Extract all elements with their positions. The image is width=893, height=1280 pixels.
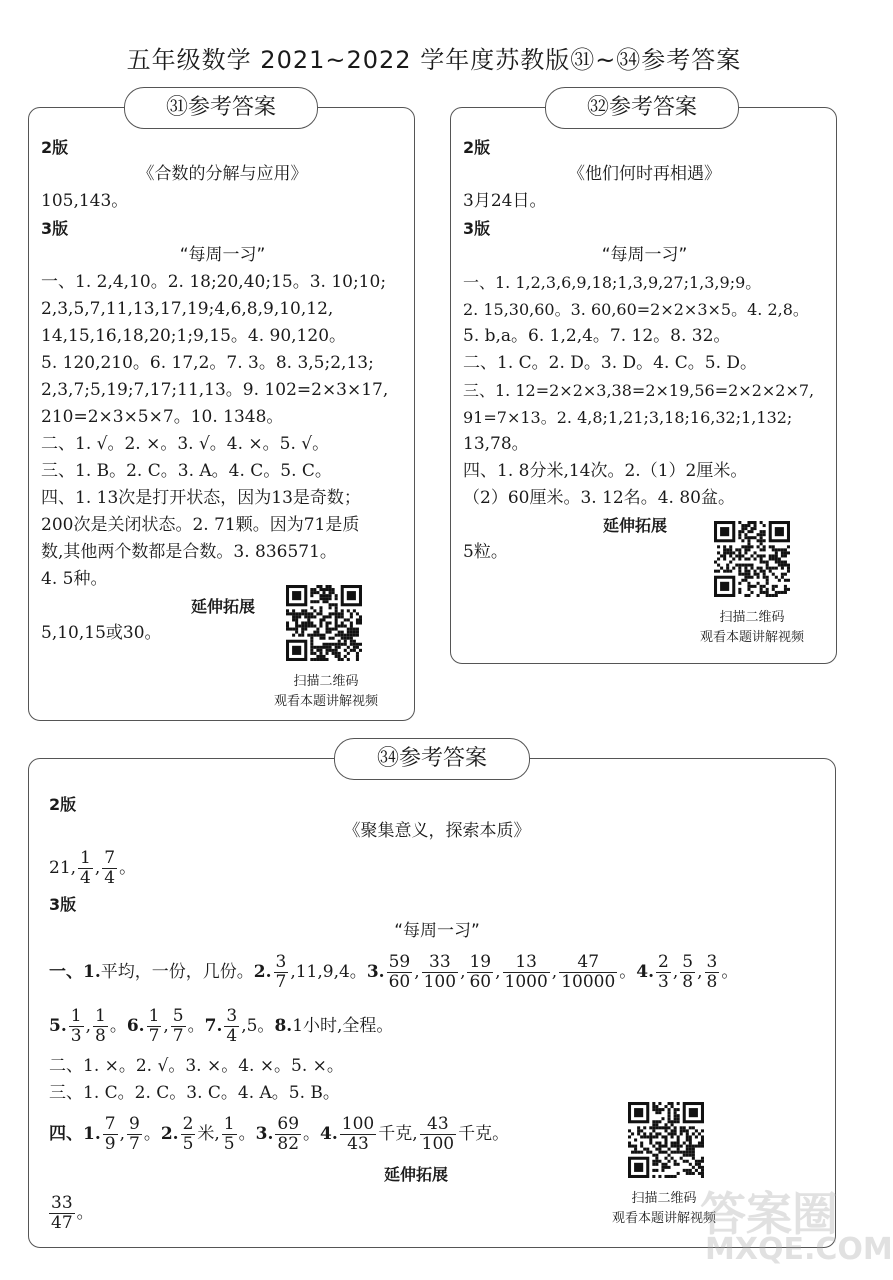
edition-label: 3版: [463, 219, 491, 238]
fraction: $\frac{69}{82}$: [277, 1114, 300, 1154]
panel-31-tab: ㉛参考答案: [124, 87, 318, 129]
answer-line: 一、1. 1,2,3,6,9,18;1,3,9,27;1,3,9;9。: [463, 273, 762, 292]
answer-line: 二、1. ×。2. √。3. ×。4. ×。5. ×。: [49, 1056, 344, 1076]
extension-answer: 5,10,15或30。: [41, 623, 162, 643]
fraction: $\frac{7}{9}$: [104, 1114, 116, 1154]
fraction: $\frac{7}{4}$: [104, 848, 116, 888]
edition-label: 2版: [463, 138, 491, 157]
answer-line: 2,3,5,7,11,13,17,19;4,6,8,9,10,12,: [41, 299, 334, 319]
fraction: $\frac{33}{47}$: [51, 1193, 73, 1233]
fraction: $\frac{1}{4}$: [80, 848, 91, 888]
answer-line: 210=2×3×5×7。10. 1348。: [41, 407, 284, 427]
answer-line: 一、1.平均，一份，几份。2. $\frac{3}{7}$ ,11,9,4。3. $\frac{59}{60}$ , $\frac{33}{100}$ , $\frac{19}{60}$ , $\frac{13}{1000}$ , $\frac{47}{10000}$ 。4. $\frac{2}{3}$ , $\frac{5}{8}$ , $\frac{3}{8}$ 。: [49, 952, 739, 992]
qr-caption-1: 扫描二维码: [631, 1191, 697, 1206]
extension-title: 延伸拓展: [384, 1165, 449, 1184]
extension-title: 延伸拓展: [603, 516, 668, 535]
qr-caption-2: 观看本题讲解视频: [699, 630, 804, 645]
panel-31: [28, 107, 415, 721]
answer-line: 三、1. C。2. C。3. C。4. A。5. B。: [49, 1083, 340, 1103]
edition-label: 3版: [49, 895, 77, 914]
fraction: $\frac{43}{100}$: [421, 1114, 455, 1154]
answer-line: 13,78。: [463, 434, 529, 454]
edition-label: 2版: [41, 138, 69, 157]
section-title: “每周一习”: [179, 245, 266, 265]
answer-line: 二、1. C。2. D。3. D。4. C。5. D。: [463, 353, 758, 373]
page-title: 五年级数学 2021~2022 学年度苏教版㉛~㉞参考答案: [126, 46, 742, 74]
extension-title: 延伸拓展: [191, 597, 256, 616]
answer-line: 四、1. 8分米,14次。2.（1）2厘米。: [463, 461, 748, 481]
fraction: $\frac{100}{43}$: [341, 1114, 375, 1154]
section-title: 《合数的分解与应用》: [137, 164, 308, 184]
watermark-logo: 答案圈: [700, 1187, 838, 1241]
fraction: $\frac{59}{60}$: [388, 952, 411, 992]
panel-32-tab: ㉜参考答案: [545, 87, 739, 129]
fraction: $\frac{3}{4}$: [226, 1006, 238, 1046]
answer-line: 2. 15,30,60。3. 60,60=2×2×3×5。4. 2,8。: [463, 300, 809, 319]
answer-line: 二、1. √。2. ×。3. √。4. ×。5. √。: [41, 434, 330, 454]
fraction: $\frac{1}{3}$: [70, 1006, 82, 1046]
answer-line: （2）60厘米。3. 12名。4. 80盆。: [463, 488, 735, 508]
qr-caption-1: 扫描二维码: [719, 610, 785, 625]
section-title: “每周一习”: [394, 921, 480, 941]
fraction: $\frac{2}{5}$: [182, 1114, 194, 1154]
fraction: $\frac{2}{3}$: [658, 952, 669, 992]
edition-label: 2版: [49, 795, 77, 814]
section-title: “每周一习”: [601, 245, 688, 265]
answer-line: 200次是关闭状态。2. 71颗。因为71是质: [41, 515, 360, 535]
extension-answer: $\frac{33}{47}$ 。: [51, 1193, 94, 1233]
fraction: $\frac{1}{5}$: [223, 1114, 235, 1154]
qr-caption-2: 观看本题讲解视频: [611, 1211, 716, 1226]
answer-line: 4. 5种。: [41, 569, 108, 589]
fraction: $\frac{9}{7}$: [128, 1114, 140, 1154]
answer-line: 四、1. $\frac{7}{9}$ , $\frac{9}{7}$ 。2. $\frac{2}{5}$ 米, $\frac{1}{5}$ 。3. $\frac{69}{82}$ 。4. $\frac{100}{43}$ 千克, $\frac{43}{100}$ 千克。: [49, 1114, 510, 1154]
answer-line: 四、1. 13次是打开状态，因为13是奇数；: [41, 488, 361, 508]
extension-answer: 5粒。: [463, 542, 508, 562]
answer-line: 5. b,a。6. 1,2,4。7. 12。8. 32。: [463, 326, 731, 346]
answer-line: 5. $\frac{1}{3}$ , $\frac{1}{8}$ 。6. $\frac{1}{7}$ , $\frac{5}{7}$ 。7. $\frac{3}{4}$ ,5。8.1小时,全程。: [49, 1006, 394, 1046]
answer-line: 数,其他两个数都是合数。3. 836571。: [41, 542, 337, 562]
fraction: $\frac{33}{100}$: [423, 952, 457, 992]
answer-line: 21, $\frac{1}{4}$ , $\frac{7}{4}$ 。: [49, 848, 137, 888]
panel-32: [450, 107, 837, 664]
fraction: $\frac{1}{8}$: [94, 1006, 106, 1046]
fraction: $\frac{47}{10000}$: [561, 952, 616, 992]
qr-code-icon: [713, 520, 791, 598]
panel-34-tab: ㉞参考答案: [334, 738, 530, 780]
fraction: $\frac{19}{60}$: [469, 952, 492, 992]
answer-line: 14,15,16,18,20;1;9,15。4. 90,120。: [41, 326, 347, 346]
answer-line: 5. 120,210。6. 17,2。7. 3。8. 3,5;2,13;: [41, 353, 374, 373]
fraction: $\frac{13}{1000}$: [504, 952, 548, 992]
answer-line: 105,143。: [41, 191, 129, 211]
answer-line: 三、1. B。2. C。3. A。4. C。5. C。: [41, 461, 332, 481]
answer-line: 一、1. 2,4,10。2. 18;20,40;15。3. 10;10;: [41, 272, 387, 292]
qr-caption-1: 扫描二维码: [293, 674, 359, 689]
qr-code-icon: [285, 584, 363, 662]
answer-line: 91=7×13。2. 4,8;1,21;3,18;16,32;1,132;: [463, 408, 793, 427]
edition-label: 3版: [41, 219, 69, 238]
answer-line: 2,3,7;5,19;7,17;11,13。9. 102=2×3×17,: [41, 380, 389, 400]
panel-34: [28, 758, 836, 1248]
qr-code-icon: [627, 1101, 705, 1179]
section-title: 《他们何时再相遇》: [568, 164, 721, 184]
watermark-url: MXQE.COM: [705, 1232, 893, 1267]
section-title: 《聚集意义，探索本质》: [343, 821, 531, 841]
qr-caption-2: 观看本题讲解视频: [273, 694, 378, 709]
fraction: $\frac{3}{8}$: [706, 952, 718, 992]
fraction: $\frac{1}{7}$: [148, 1006, 160, 1046]
fraction: $\frac{3}{7}$: [275, 952, 287, 992]
fraction: $\frac{5}{8}$: [682, 952, 694, 992]
answer-line: 三、1. 12=2×2×3,38=2×19,56=2×2×2×7,: [463, 381, 815, 400]
fraction: $\frac{5}{7}$: [172, 1006, 184, 1046]
answer-line: 3月24日。: [463, 191, 547, 211]
